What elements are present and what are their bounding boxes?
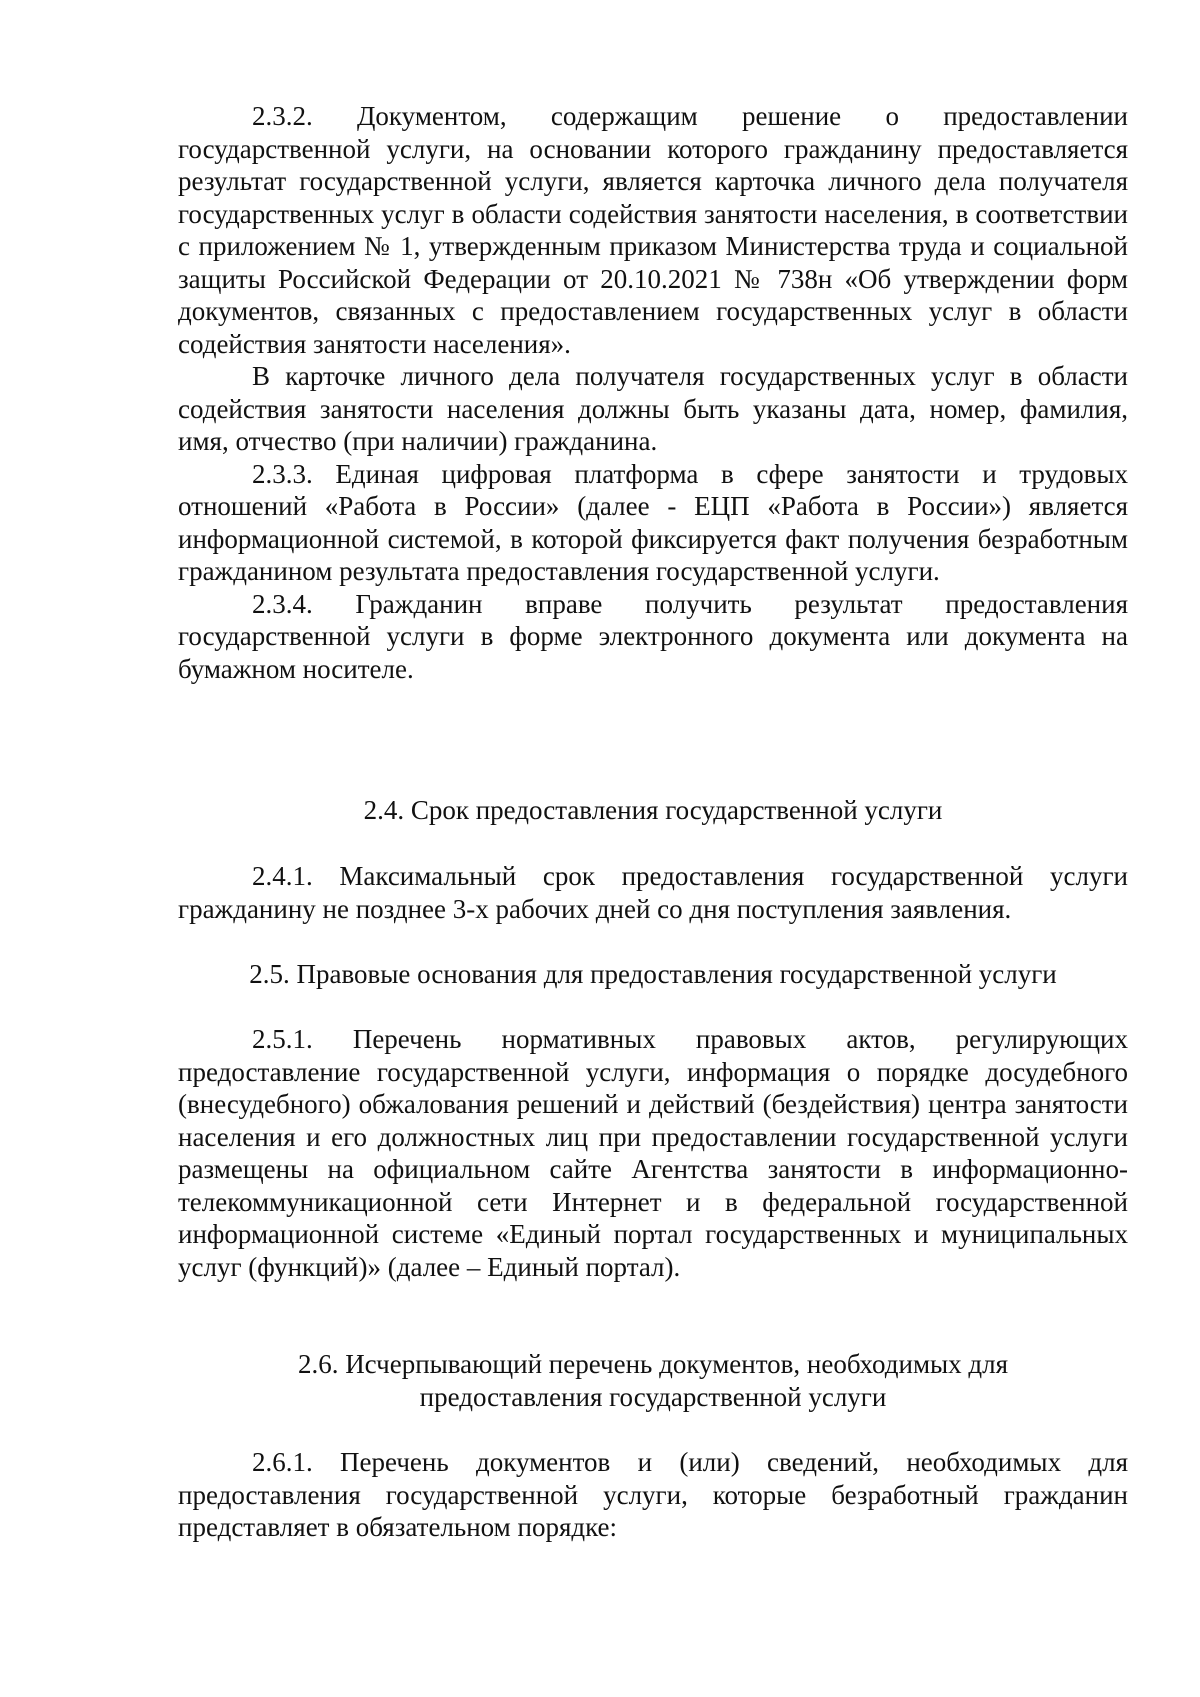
section-heading-2-4: 2.4. Срок предоставления государственной услуги [363,795,943,825]
paragraph-2-4-1: 2.4.1. Максимальный срок предоставления государственной услуги гражданину не позднее 3-х рабочих дней со дня поступления заявления. [178,861,1128,924]
paragraph-2-5-1: 2.5.1. Перечень нормативных правовых актов, регулирующих предоставление государственной услуги, информация о порядке досудебного (внесудебного) обжалования решений и действий (бездействия) центра занятости населения и его должностных лиц при предоставлении государственной услуги размещены на официальном сайте Агентства занятости в информационно-телекоммуникационной сети Интернет и в федеральной государственной информационной системе «Единый портал государственных и муниципальных услуг (функций)» (далее – Единый портал). [178,1024,1128,1282]
section-heading-2-6 [178,1348,1128,1413]
section-2-5-heading-block [178,958,1128,991]
section-heading-2-6-line-2: предоставления государственной услуги [419,1381,887,1412]
paragraph-2-3-3: 2.3.3. Единая цифровая платформа в сфере занятости и трудовых отношений «Работа в России» (далее - ЕЦП «Работа в России») является информационной системой, в которой фиксируется факт получения безработным гражданином результата предоставления государственной услуги. [178,458,1128,586]
paragraph-card: В карточке личного дела получателя государственных услуг в области содействия занятости населения должны быть указаны дата, номер, фамилия, имя, отчество (при наличии) гражданина. [178,361,1128,456]
paragraph-2-6-1-block [178,1446,1128,1544]
paragraph-2-3-2: 2.3.2. Документом, содержащим решение о предоставлении государственной услуги, на основании которого гражданину предоставляется результат государственной услуги, является карточка личного дела получателя государственных услуг в области содействия занятости населения, в соответствии с приложением № 1, утвержденным приказом Министерства труда и социальной защиты Российской Федерации от 20.10.2021 № 738н «Об утверждении форм документов, связанных с предоставлением государственных услуг в области содействия занятости населения». [178,101,1128,359]
paragraph-2-3-2-block [178,100,1128,685]
paragraph-2-5-1-block [178,1023,1128,1283]
section-heading-2-5: 2.5. Правовые основания для предоставления государственной услуги [249,959,1057,989]
section-2-4-heading-block [178,794,1128,827]
paragraph-2-4-1-block [178,860,1128,925]
paragraph-2-3-4: 2.3.4. Гражданин вправе получить результат предоставления государственной услуги в форме электронного документа или документа на бумажном носителе. [178,588,1128,684]
paragraph-2-6-1: 2.6.1. Перечень документов и (или) сведений, необходимых для предоставления государственной услуги, которые безработный гражданин представляет в обязательном порядке: [178,1447,1128,1542]
section-heading-2-6-line-1: 2.6. Исчерпывающий перечень документов, необходимых для [297,1349,1009,1379]
section-2-6-heading-block [178,1348,1128,1413]
